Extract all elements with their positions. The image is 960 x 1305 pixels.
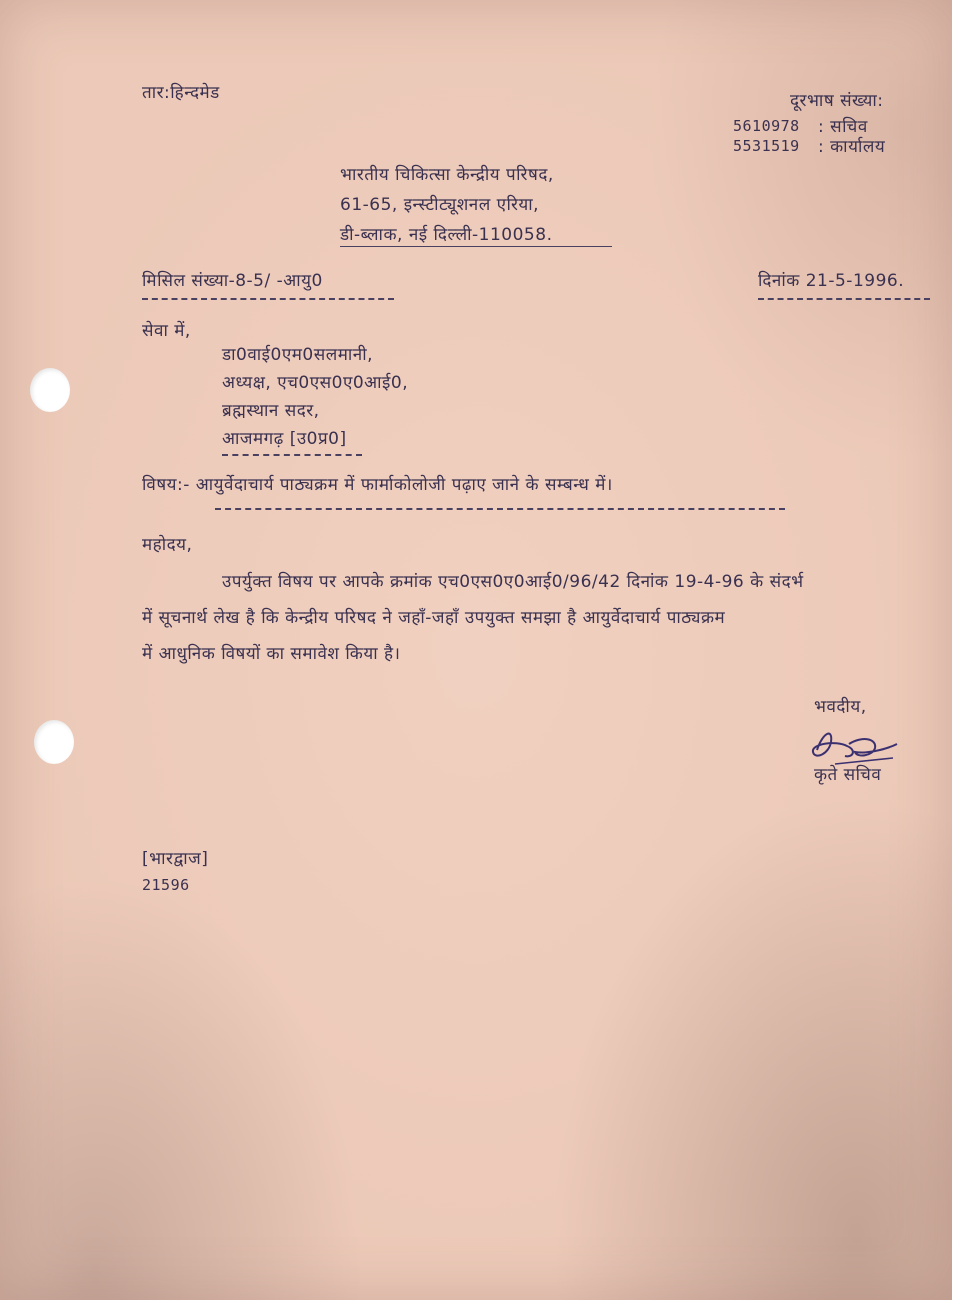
subject-rule — [215, 508, 785, 510]
letter-date: दिनांक 21-5-1996. — [758, 271, 905, 291]
organization-address-line2: डी-ब्लाक, नई दिल्ली-110058. — [340, 225, 553, 245]
file-number-rule — [142, 298, 394, 300]
address-underline — [340, 246, 612, 247]
body-line-1: उपर्युक्त विषय पर आपके क्रमांक एच0एस0ए0आई0/96/42 दिनांक 19-4-96 के संदर्भ — [222, 572, 804, 592]
organization-address-line1: 61-65, इन्स्टीट्यूशनल एरिया, — [340, 195, 540, 215]
reference-code: 21596 — [142, 876, 190, 894]
greeting: महोदय, — [142, 535, 193, 555]
body-line-3: में आधुनिक विषयों का समावेश किया है। — [142, 644, 401, 664]
subject-line: विषय:- आयुर्वेदाचार्य पाठ्यक्रम में फार्माकोलोजी पढ़ाए जाने के सम्बन्ध में। — [142, 475, 613, 495]
date-rule — [758, 298, 930, 300]
phone-number-office: 5531519 — [733, 137, 800, 155]
designation: कृते सचिव — [814, 765, 882, 785]
recipient-line-4: आजमगढ़ [उ0प्र0] — [222, 429, 347, 449]
recipient-rule — [222, 454, 362, 456]
recipient-line-3: ब्रह्मस्थान सदर, — [222, 401, 320, 421]
punch-hole-bottom — [34, 720, 74, 764]
recipient-line-1: डा0वाई0एम0सलमानी, — [222, 345, 374, 365]
recipient-line-2: अध्यक्ष, एच0एस0ए0आई0, — [222, 373, 409, 393]
phone-number-secretary: 5610978 — [733, 117, 800, 135]
phone-role-secretary: : सचिव — [818, 117, 868, 137]
body-line-2: में सूचनार्थ लेख है कि केन्द्रीय परिषद ने जहाँ-जहाँ उपयुक्त समझा है आयुर्वेदाचार्य पाठ्यक्रम — [142, 608, 726, 628]
initials: [भारद्वाज] — [142, 849, 209, 869]
telegram-address: तार:हिन्दमेड — [142, 83, 220, 103]
organization-name: भारतीय चिकित्सा केन्द्रीय परिषद, — [340, 165, 554, 185]
punch-hole-top — [30, 368, 70, 412]
salutation-to: सेवा में, — [142, 321, 191, 341]
phone-role-office: : कार्यालय — [818, 137, 886, 157]
phone-heading: दूरभाष संख्या: — [790, 91, 884, 111]
file-number: मिसिल संख्या-8-5/ -आयु0 — [142, 271, 323, 291]
valediction: भवदीय, — [814, 697, 867, 717]
